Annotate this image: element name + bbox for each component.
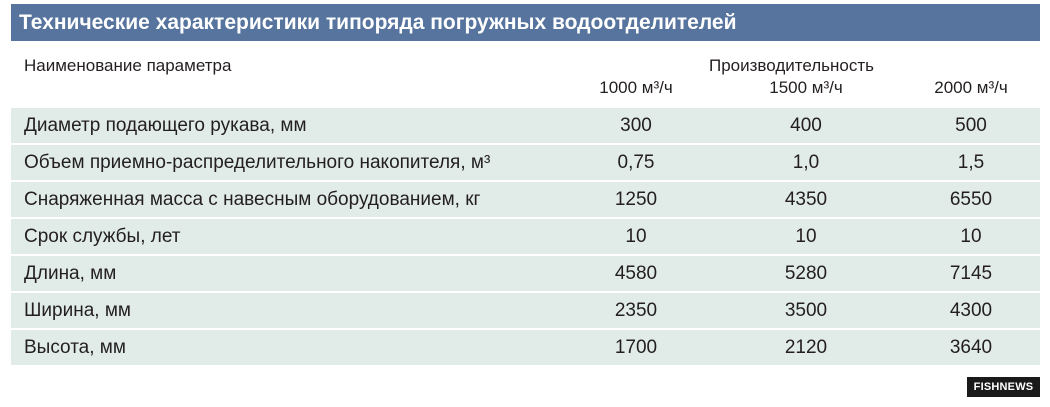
cell-value: 4350 <box>784 189 828 210</box>
cell-value: 10 <box>625 226 647 247</box>
cell-value: 400 <box>790 115 822 136</box>
cell-value: 1,0 <box>792 152 820 173</box>
row-label: Объем приемно-распределительного накопителя, м³ <box>24 152 491 173</box>
column-header-2000: 2000 м³/ч <box>934 78 1008 97</box>
cell-value: 1250 <box>614 189 658 210</box>
cell-value: 5280 <box>784 263 828 284</box>
column-header-1000: 1000 м³/ч <box>599 78 673 97</box>
cell-value: 1700 <box>614 337 658 358</box>
performance-header: Производительность <box>709 56 875 75</box>
table-row <box>11 108 1040 145</box>
param-name-header: Наименование параметра <box>24 56 232 75</box>
row-label: Срок службы, лет <box>24 226 181 247</box>
cell-value: 1,5 <box>957 152 985 173</box>
cell-value: 6550 <box>949 189 993 210</box>
cell-value: 300 <box>620 115 652 136</box>
table-row <box>11 293 1040 330</box>
cell-value: 10 <box>960 226 982 247</box>
row-label: Ширина, мм <box>24 300 131 321</box>
fishnews-logo: FISHNEWS <box>967 377 1040 397</box>
table-row <box>11 182 1040 219</box>
table-body <box>11 108 1040 367</box>
table-row <box>11 330 1040 367</box>
cell-value: 10 <box>795 226 817 247</box>
table-title: Технические характеристики типоряда погружных водоотделителей <box>11 4 1040 41</box>
table-header <box>11 41 1040 108</box>
cell-value: 3500 <box>784 300 828 321</box>
column-header-1500: 1500 м³/ч <box>769 78 843 97</box>
row-label: Диаметр подающего рукава, мм <box>24 115 307 136</box>
row-label: Длина, мм <box>24 263 117 284</box>
cell-value: 4300 <box>949 300 993 321</box>
row-label: Снаряженная масса с навесным оборудованием, кг <box>24 189 481 210</box>
table-row <box>11 145 1040 182</box>
cell-value: 7145 <box>949 263 993 284</box>
table-row <box>11 256 1040 293</box>
cell-value: 2350 <box>614 300 658 321</box>
cell-value: 2120 <box>784 337 828 358</box>
cell-value: 0,75 <box>617 152 655 173</box>
row-label: Высота, мм <box>24 337 126 358</box>
cell-value: 4580 <box>614 263 658 284</box>
table-row <box>11 219 1040 256</box>
cell-value: 3640 <box>949 337 993 358</box>
cell-value: 500 <box>955 115 987 136</box>
